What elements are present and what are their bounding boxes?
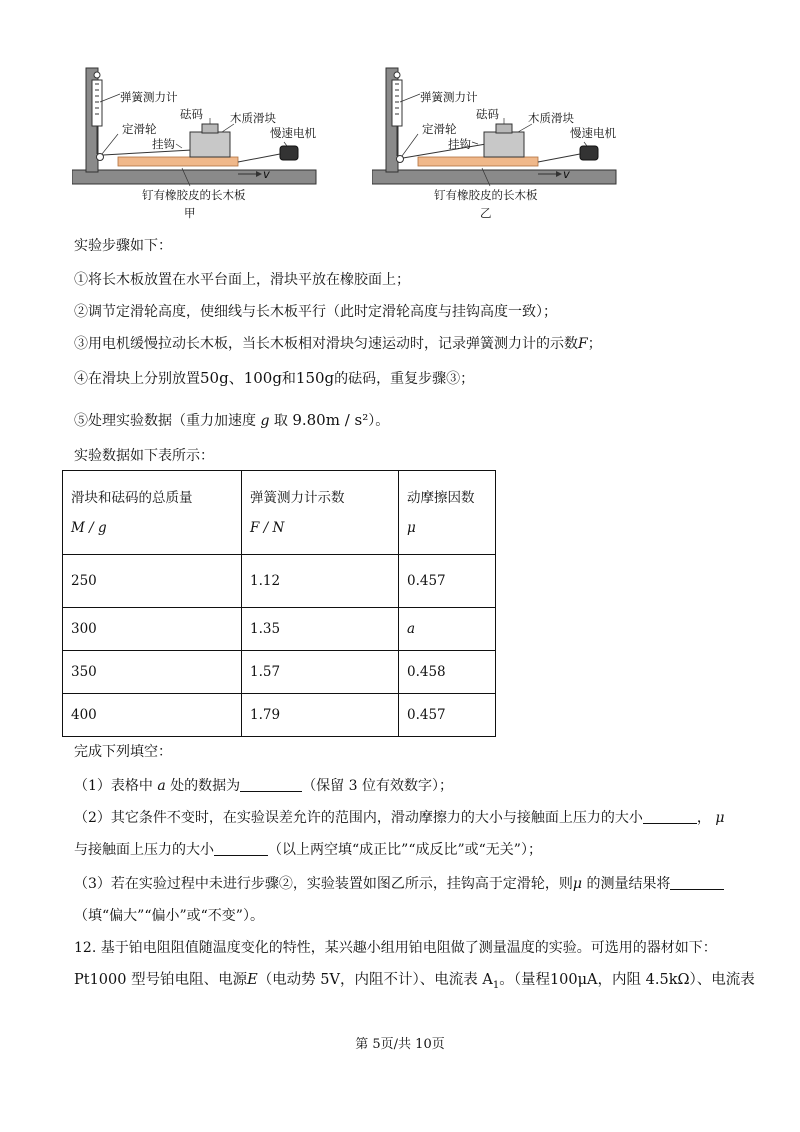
figure-caption: 甲 <box>184 206 196 220</box>
step-5 <box>74 410 389 431</box>
cell-mass: 300 <box>63 608 242 651</box>
data-table <box>62 470 496 737</box>
q2-text-c: （以上两空填“成正比”“成反比”或“无关”）； <box>268 842 542 858</box>
label-motor: 慢速电机 <box>570 126 616 140</box>
step-3-end: ； <box>587 336 602 352</box>
label-weights: 砝码 <box>180 107 203 121</box>
q3-text: （3）若在实验过程中未进行步骤②，实验装置如图乙所示，挂钩高于定滑轮，则 <box>74 876 573 892</box>
cell-mu: 0.457 <box>399 555 496 608</box>
cell-mass: 250 <box>63 555 242 608</box>
answer-blank-3[interactable] <box>214 841 268 856</box>
cell-force: 1.35 <box>242 608 399 651</box>
figure-jia <box>72 62 322 222</box>
table-intro: 实验数据如下表所示： <box>74 448 214 464</box>
step-5-take: 取 <box>273 413 288 429</box>
step-5-value: 9.80m / s² <box>292 411 369 429</box>
label-board: 钉有橡胶皮的长木板 <box>142 188 246 202</box>
header-mass-unit: M / g <box>71 519 107 536</box>
fill-title: 完成下列填空： <box>74 744 172 760</box>
q12-text-c: 。（量程100μA，内阻 4.5kΩ）、电流表 <box>499 972 755 988</box>
answer-blank-4[interactable] <box>670 875 724 890</box>
label-hook: 挂钩 <box>448 137 471 151</box>
step-3-var: F <box>578 336 588 352</box>
q12-text: Pt1000 型号铂电阻、电源 <box>74 972 248 988</box>
cell-mass: 400 <box>63 694 242 737</box>
label-block: 木质滑块 <box>528 111 574 125</box>
label-weights: 砝码 <box>476 107 499 121</box>
table-header-row <box>63 471 496 555</box>
step-3-text: ③用电机缓慢拉动长木板，当长木板相对滑块匀速运动时，记录弹簧测力计的示数 <box>74 336 578 352</box>
q12-E: E <box>247 972 258 988</box>
cell-mu: 0.458 <box>399 651 496 694</box>
header-force-unit: F / N <box>250 519 285 536</box>
table-row <box>63 651 496 694</box>
header-cell-force <box>242 471 399 555</box>
q1-var: a <box>157 778 166 794</box>
step-4 <box>74 368 474 389</box>
q2-mu: μ <box>715 810 725 826</box>
step-4-and: 和 <box>281 371 296 387</box>
cell-mass: 350 <box>63 651 242 694</box>
question-1 <box>74 776 453 796</box>
step-5-end: ）。 <box>368 413 390 429</box>
step-5-text: ⑤处理实验数据（重力加速度 <box>74 413 256 429</box>
answer-blank-1[interactable] <box>240 777 302 792</box>
q12-text-b: （电动势 5V，内阻不计）、电流表 A <box>257 972 493 988</box>
q1-text-c: （保留 3 位有效数字）； <box>302 778 453 794</box>
step-4-last: 150g <box>295 369 335 387</box>
label-motor: 慢速电机 <box>270 126 316 140</box>
step-2: ②调节定滑轮高度，使细线与长木板平行（此时定滑轮高度与挂钩高度一致）； <box>74 304 557 320</box>
header-mu-label: 动摩擦因数 <box>407 489 475 506</box>
apparatus-diagram-yi <box>372 62 622 222</box>
question-3 <box>74 874 724 894</box>
label-hook: 挂钩 <box>152 137 175 151</box>
table-row <box>63 694 496 737</box>
header-force-label: 弹簧测力计示数 <box>250 489 345 506</box>
question-12: 12. 基于铂电阻阻值随温度变化的特性，某兴趣小组用铂电阻做了测量温度的实验。可选用的器材如下： <box>74 940 717 956</box>
label-velocity: v <box>263 167 270 181</box>
step-4-end: 的砝码，重复步骤③； <box>334 371 475 387</box>
q3-mu: μ <box>572 876 583 892</box>
header-cell-mu <box>399 471 496 555</box>
table-row <box>63 608 496 651</box>
step-5-g: g <box>260 413 270 429</box>
label-pulley: 定滑轮 <box>122 122 157 136</box>
question-2 <box>74 808 724 828</box>
apparatus-diagram-jia <box>72 62 322 222</box>
label-pulley: 定滑轮 <box>422 122 457 136</box>
header-cell-mass <box>63 471 242 555</box>
question-2-cont <box>74 840 542 860</box>
table-row <box>63 555 496 608</box>
label-board: 钉有橡胶皮的长木板 <box>434 188 538 202</box>
question-12-cont <box>74 970 755 996</box>
cell-mu: a <box>399 608 496 651</box>
cell-force: 1.57 <box>242 651 399 694</box>
header-mu-symbol: μ <box>407 519 416 536</box>
q2-text: （2）其它条件不变时，在实验误差允许的范围内，滑动摩擦力的大小与接触面上压力的大小 <box>74 810 643 826</box>
q2-text-b: 与接触面上压力的大小 <box>74 842 214 858</box>
label-block: 木质滑块 <box>230 111 276 125</box>
steps-title: 实验步骤如下： <box>74 238 172 254</box>
step-1: ①将长木板放置在水平台面上，滑块平放在橡胶面上； <box>74 272 410 288</box>
q12-sub: 1 <box>492 979 500 991</box>
question-3-cont: （填“偏大”“偏小”或“不变”）。 <box>74 908 264 924</box>
cell-force: 1.79 <box>242 694 399 737</box>
answer-blank-2[interactable] <box>643 809 697 824</box>
step-4-masses: 50g、100g <box>200 369 282 387</box>
header-mass-label: 滑块和砝码的总质量 <box>71 489 193 506</box>
step-3 <box>74 334 602 354</box>
q2-sep: ， <box>696 810 711 826</box>
label-spring-meter: 弹簧测力计 <box>420 90 478 104</box>
step-4-text: ④在滑块上分别放置 <box>74 371 200 387</box>
figure-caption: 乙 <box>480 206 492 220</box>
figure-yi <box>372 62 622 222</box>
q1-text-b: 处的数据为 <box>170 778 241 794</box>
page-footer: 第 5页/共 10页 <box>355 1037 445 1052</box>
label-velocity: v <box>563 167 570 181</box>
cell-force: 1.12 <box>242 555 399 608</box>
q3-text-b: 的测量结果将 <box>586 876 671 892</box>
q1-text: （1）表格中 <box>74 778 153 794</box>
cell-mu: 0.457 <box>399 694 496 737</box>
label-spring-meter: 弹簧测力计 <box>120 90 178 104</box>
